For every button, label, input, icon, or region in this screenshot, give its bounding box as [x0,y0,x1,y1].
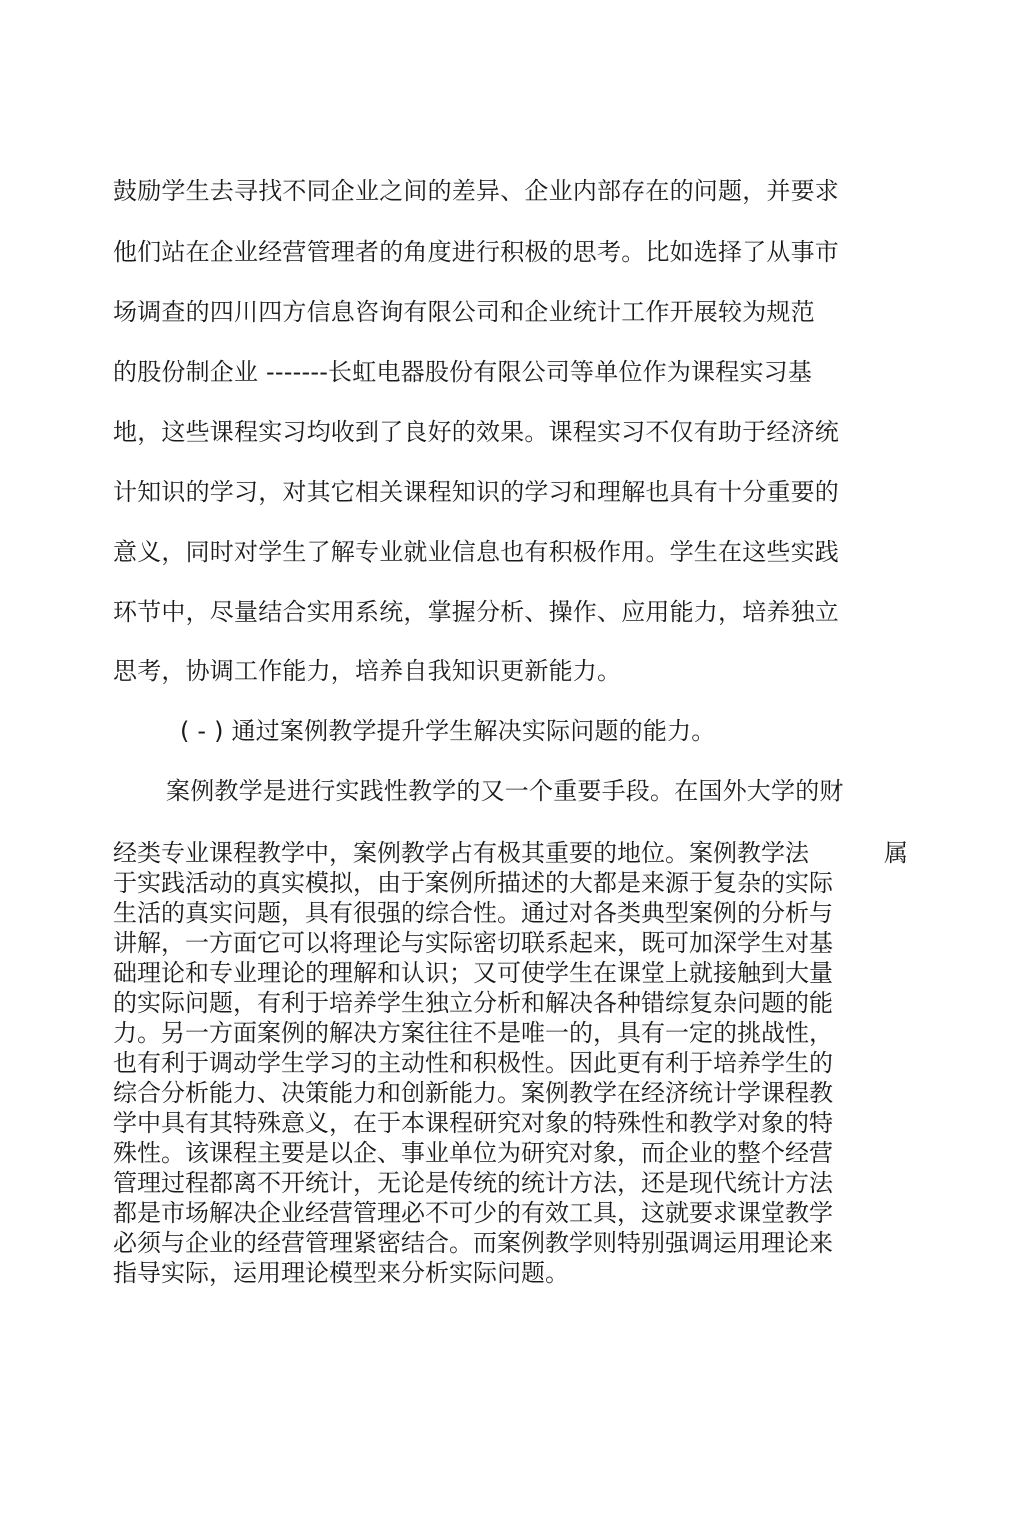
paragraph-line: 指导实际，运用理论模型来分析实际问题。 [113,1259,569,1287]
paragraph-line: 生活的真实问题，具有很强的综合性。通过对各类典型案例的分析与 [113,899,833,927]
paragraph-line: 的实际问题，有利于培养学生独立分析和解决各种错综复杂问题的能 [113,989,833,1017]
paragraph-line: 经类专业课程教学中，案例教学占有极其重要的地位。案例教学法 [113,839,809,867]
paragraph-line: 学中具有其特殊意义，在于本课程研究对象的特殊性和教学对象的特 [113,1109,833,1137]
paragraph-line: 计知识的学习，对其它相关课程知识的学习和理解也具有十分重要的 [113,478,839,506]
paragraph-line: 力。另一方面案例的解决方案往往不是唯一的，具有一定的挑战性， [113,1019,833,1047]
paragraph-line: 管理过程都离不开统计，无论是传统的统计方法，还是现代统计方法 [113,1169,833,1197]
paragraph-line: 场调查的四川四方信息咨询有限公司和企业统计工作开展较为规范 [113,298,815,326]
paragraph-line: 殊性。该课程主要是以企、事业单位为研究对象，而企业的整个经营 [113,1139,833,1167]
paragraph-line: 案例教学是进行实践性教学的又一个重要手段。在国外大学的财 [166,777,844,805]
paragraph-line: 鼓励学生去寻找不同企业之间的差异、企业内部存在的问题，并要求 [113,177,839,205]
section-heading: ( - ) 通过案例教学提升学生解决实际问题的能力。 [180,717,716,745]
paragraph-line: 思考，协调工作能力，培养自我知识更新能力。 [113,657,622,685]
paragraph-line: 的股份制企业 -------长虹电器股份有限公司等单位作为课程实习基 [113,358,813,386]
paragraph-line: 必须与企业的经营管理紧密结合。而案例教学则特别强调运用理论来 [113,1229,833,1257]
paragraph-line: 环节中，尽量结合实用系统，掌握分析、操作、应用能力，培养独立 [113,598,839,626]
paragraph-line: 础理论和专业理论的理解和认识；又可使学生在课堂上就接触到大量 [113,959,833,987]
paragraph-line: 综合分析能力、决策能力和创新能力。案例教学在经济统计学课程教 [113,1079,833,1107]
paragraph-line: 也有利于调动学生学习的主动性和积极性。因此更有利于培养学生的 [113,1049,833,1077]
paragraph-line: 于实践活动的真实模拟，由于案例所描述的大都是来源于复杂的实际 [113,869,833,897]
paragraph-line: 讲解，一方面它可以将理论与实际密切联系起来，既可加深学生对基 [113,929,833,957]
paragraph-line: 他们站在企业经营管理者的角度进行积极的思考。比如选择了从事市 [113,238,839,266]
paragraph-line: 意义，同时对学生了解专业就业信息也有积极作用。学生在这些实践 [113,538,839,566]
side-character: 属 [884,839,908,867]
paragraph-line: 地，这些课程实习均收到了良好的效果。课程实习不仅有助于经济统 [113,418,839,446]
paragraph-line: 都是市场解决企业经营管理必不可少的有效工具，这就要求课堂教学 [113,1199,833,1227]
